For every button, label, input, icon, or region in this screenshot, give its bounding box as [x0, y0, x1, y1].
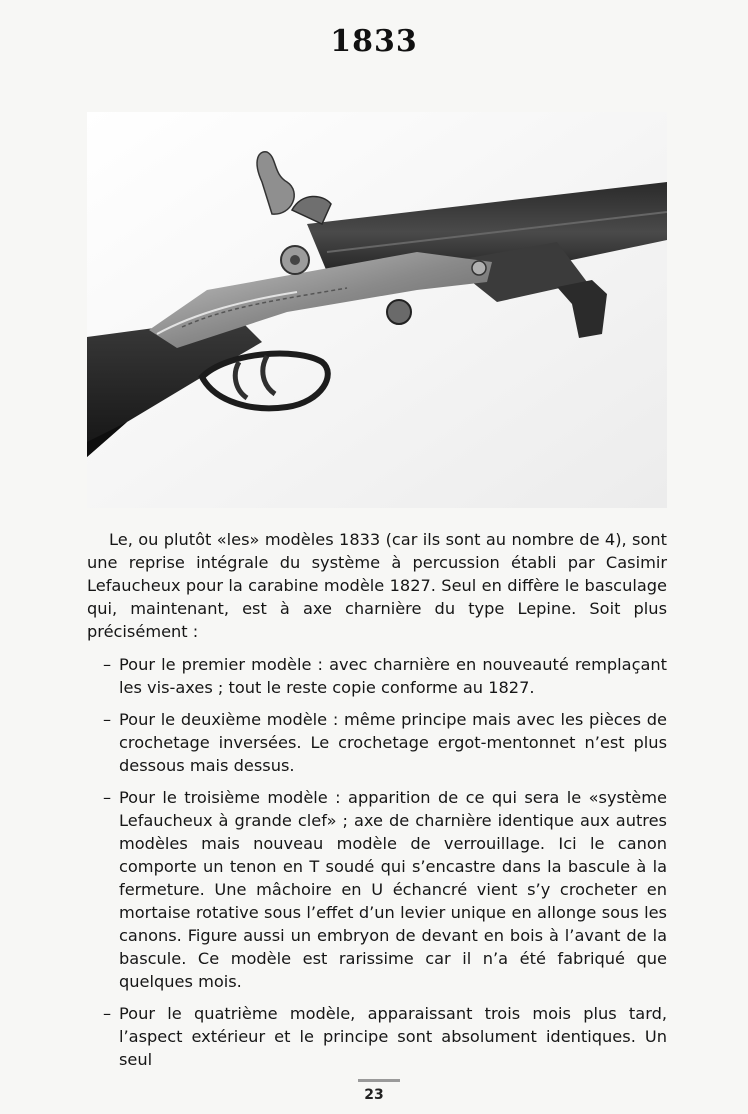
- list-item: [87, 653, 667, 699]
- body-text: [87, 528, 667, 1080]
- shotgun-photograph: [87, 112, 667, 508]
- list-item-text: Pour le quatrième modèle, apparaissant trois mois plus tard, l’aspect extérieur et le principe sont absolument identiques. Un seul: [119, 1004, 667, 1069]
- list-item-text: Pour le premier modèle : avec charnière en nouveauté remplaçant les vis-axes ; tout le reste copie conforme au 1827.: [119, 655, 667, 697]
- list-item: [87, 708, 667, 777]
- intro-paragraph: Le, ou plutôt «les» modèles 1833 (car ils sont au nombre de 4), sont une reprise intégrale du système à percussion établi par Casimir Lefaucheux pour la carabine modèle 1827. Seul en diffère le basculage qui, maintenant, est à axe charnière du type Lepine. Soit plus précisément :: [87, 530, 667, 641]
- list-item-text: Pour le troisième modèle : apparition de ce qui sera le «système Lefaucheux à grande clef» ; axe de charnière identique aux autres modèles mais nouveau modèle de verrouillage. Ici le canon comporte un tenon en T soudé qui s’encastre dans la bascule à la fermeture. Une mâchoire en U échancré vient s’y crocheter en mortaise rotative sous l’effet d’un levier unique en allonge sous les canons. Figure aussi un embryon de devant en bois à l’avant de la bascule. Ce modèle est rarissime car il n’a été fabriqué que quelques mois.: [119, 788, 667, 991]
- list-dash: –: [103, 710, 112, 729]
- page-number: 23: [364, 1087, 384, 1103]
- page-title: 1833: [330, 24, 418, 59]
- list-dash: –: [103, 1004, 112, 1023]
- model-list: [87, 653, 667, 1071]
- list-item-text: Pour le deuxième modèle : même principe mais avec les pièces de crochetage inversées. Le crochetage ergot-mentonnet n’est plus dessous mais dessus.: [119, 710, 667, 775]
- list-dash: –: [103, 788, 112, 807]
- list-item: [87, 1002, 667, 1071]
- list-dash: –: [103, 655, 112, 674]
- list-item: [87, 786, 667, 993]
- footer-rule: [358, 1079, 400, 1082]
